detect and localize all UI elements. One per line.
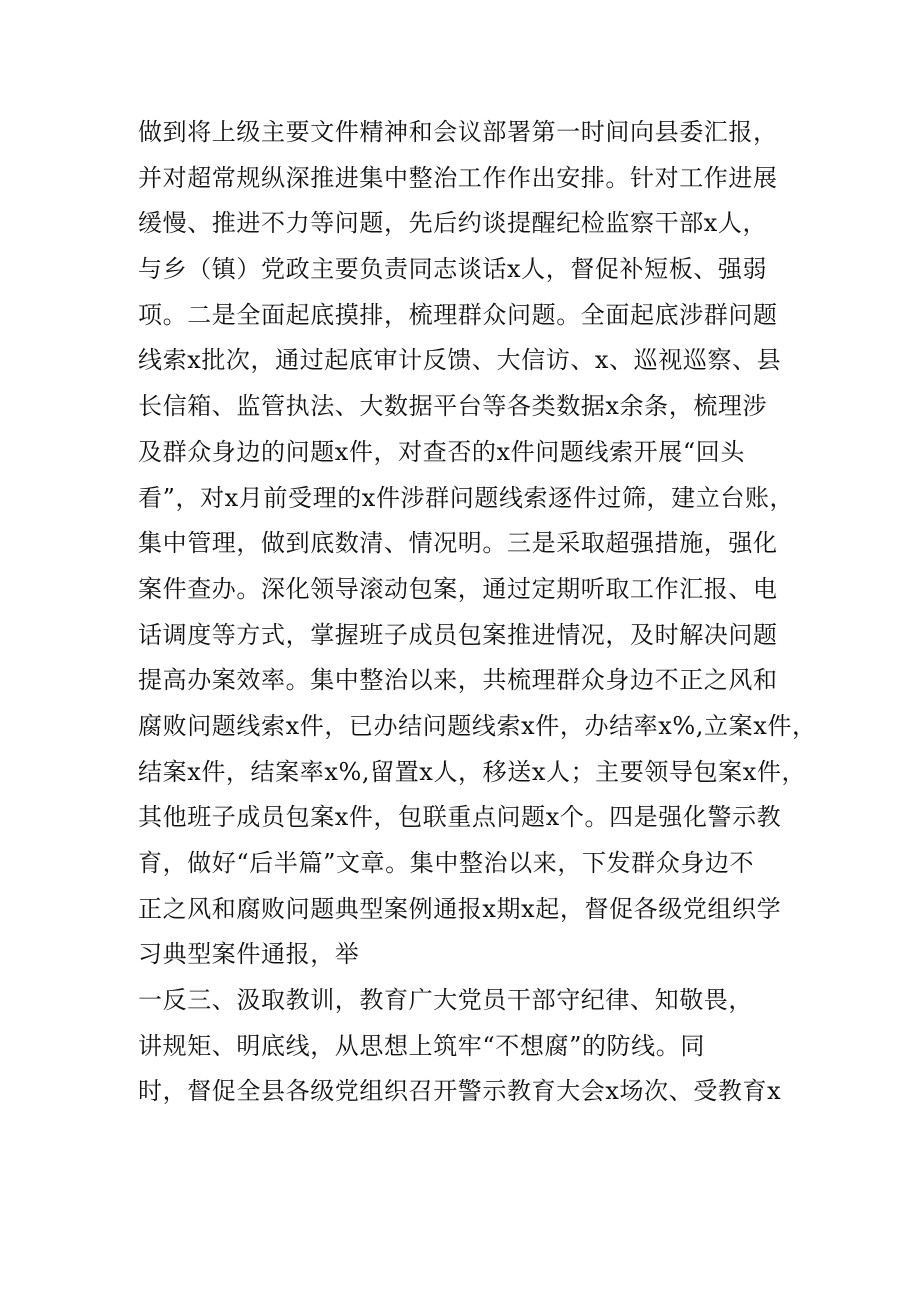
text-line-9: 看”，对x月前受理的x件涉群问题线索逐件过筛，建立台账， (138, 483, 795, 512)
text-line-19: 习典型案件通报，举 (138, 940, 360, 969)
text-line-17: 育，做好“后半篇”文章。集中整治以来，下发群众身边不 (138, 849, 755, 877)
text-line-7: 长信箱、监管执法、大数据平台等各类数据x余条，梳理涉 (138, 392, 768, 421)
text-line-20: 一反三、汲取教训，教育广大党员干部守纪律、知敬畏， (138, 986, 753, 1015)
text-line-6: 线索x批次，通过起底审计反馈、大信访、x、巡视巡察、县 (138, 346, 782, 375)
text-line-4: 与乡（镇）党政主要负责同志谈话x人，督促补短板、强弱 (138, 255, 768, 284)
text-line-5: 项。二是全面起底摸排，梳理群众问题。全面起底涉群问题 (138, 300, 778, 329)
text-line-3: 缓慢、推进不力等问题，先后约谈提醒纪检监察干部x人， (138, 209, 768, 238)
text-line-2: 并对超常规纵深推进集中整治工作作出安排。针对工作进展 (138, 163, 778, 192)
text-line-16: 其他班子成员包案x件，包联重点问题x个。四是强化警示教 (138, 803, 782, 832)
text-line-12: 话调度等方式，掌握班子成员包案推进情况，及时解决问题 (138, 620, 778, 649)
text-line-22: 时，督促全县各级党组织召开警示教育大会x场次、受教育x (138, 1077, 782, 1106)
text-line-8: 及群众身边的问题x件，对查否的x件问题线索开展“回头 (138, 437, 745, 466)
text-line-11: 案件查办。深化领导滚动包案，通过定期听取工作汇报、电 (138, 574, 778, 603)
text-line-21: 讲规矩、明底线，从思想上筑牢“不想腐”的防线。同 (138, 1031, 705, 1060)
body-text (138, 110, 817, 1115)
text-line-14: 腐败问题线索x件，已办结问题线索x件，办结率x%,立案x件， (138, 711, 817, 740)
text-line-10: 集中管理，做到底数清、情况明。三是采取超强措施，强化 (138, 529, 778, 558)
text-line-18: 正之风和腐败问题典型案例通报x期x起，督促各级党组织学 (138, 894, 782, 923)
text-line-15: 结案x件，结案率x%,留置x人，移送x人；主要领导包案x件， (138, 757, 807, 786)
text-line-13: 提高办案效率。集中整治以来，共梳理群众身边不正之风和 (138, 666, 778, 695)
text-line-1: 做到将上级主要文件精神和会议部署第一时间向县委汇报， (138, 118, 778, 146)
